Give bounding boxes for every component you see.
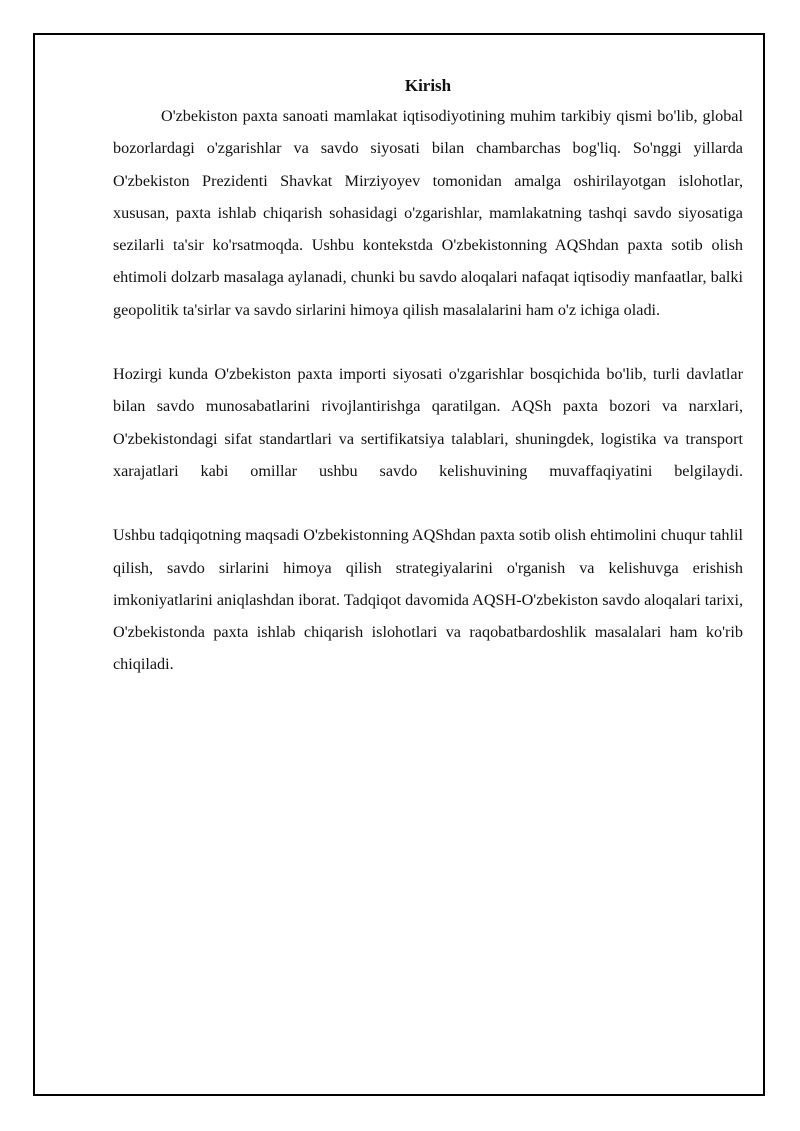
paragraph-2: Hozirgi kunda O'zbekiston paxta importi siyosati o'zgarishlar bosqichida bo'lib, turli davlatlar bilan savdo munosabatlarini rivojlantirishga qaratilgan. AQSh paxta bozori va narxlari, O'zbekistondagi sifat standartlari va sertifikatsiya talablari, shuningdek, logistika va transport xarajatlari kabi omillar ushbu savdo kelishuvining muvaffaqiyatini belgilaydi. <box>113 365 743 480</box>
paragraph-spacer <box>113 487 743 519</box>
paragraph-3: Ushbu tadqiqotning maqsadi O'zbekistonning AQShdan paxta sotib olish ehtimolini chuqur tahlil qilish, savdo sirlarini himoya qilish strategiyalarini o'rganish va kelishuvga erishish imkoniyatlarini aniqlashdan iborat. Tadqiqot davomida AQSH-O'zbekiston savdo aloqalari tarixi, O'zbekistonda paxta ishlab chiqarish islohotlari va raqobatbardoshlik masalalari ham ko'rib chiqiladi. <box>113 526 743 674</box>
paragraph-spacer <box>113 326 743 358</box>
section-title: Kirish <box>404 76 452 95</box>
paragraph-1: O'zbekiston paxta sanoati mamlakat iqtisodiyotining muhim tarkibiy qismi bo'lib, global bozorlardagi o'zgarishlar va savdo siyosati bilan chambarchas bog'liq. So'nggi yillarda O'zbekiston Prezidenti Shavkat Mirziyoyev tomonidan amalga oshirilayotgan islohotlar, xususan, paxta ishlab chiqarish sohasidagi o'zgarishlar, mamlakatning tashqi savdo siyosatiga sezilarli ta'sir ko'rsatmoqda. Ushbu kontekstda O'zbekistonning AQShdan paxta sotib olish ehtimoli dolzarb masalaga aylanadi, chunki bu savdo aloqalari nafaqat iqtisodiy manfaatlar, balki geopolitik ta'sirlar va savdo sirlarini himoya qilish masalalarini ham o'z ichiga oladi. <box>113 107 743 319</box>
document-body <box>113 70 743 681</box>
